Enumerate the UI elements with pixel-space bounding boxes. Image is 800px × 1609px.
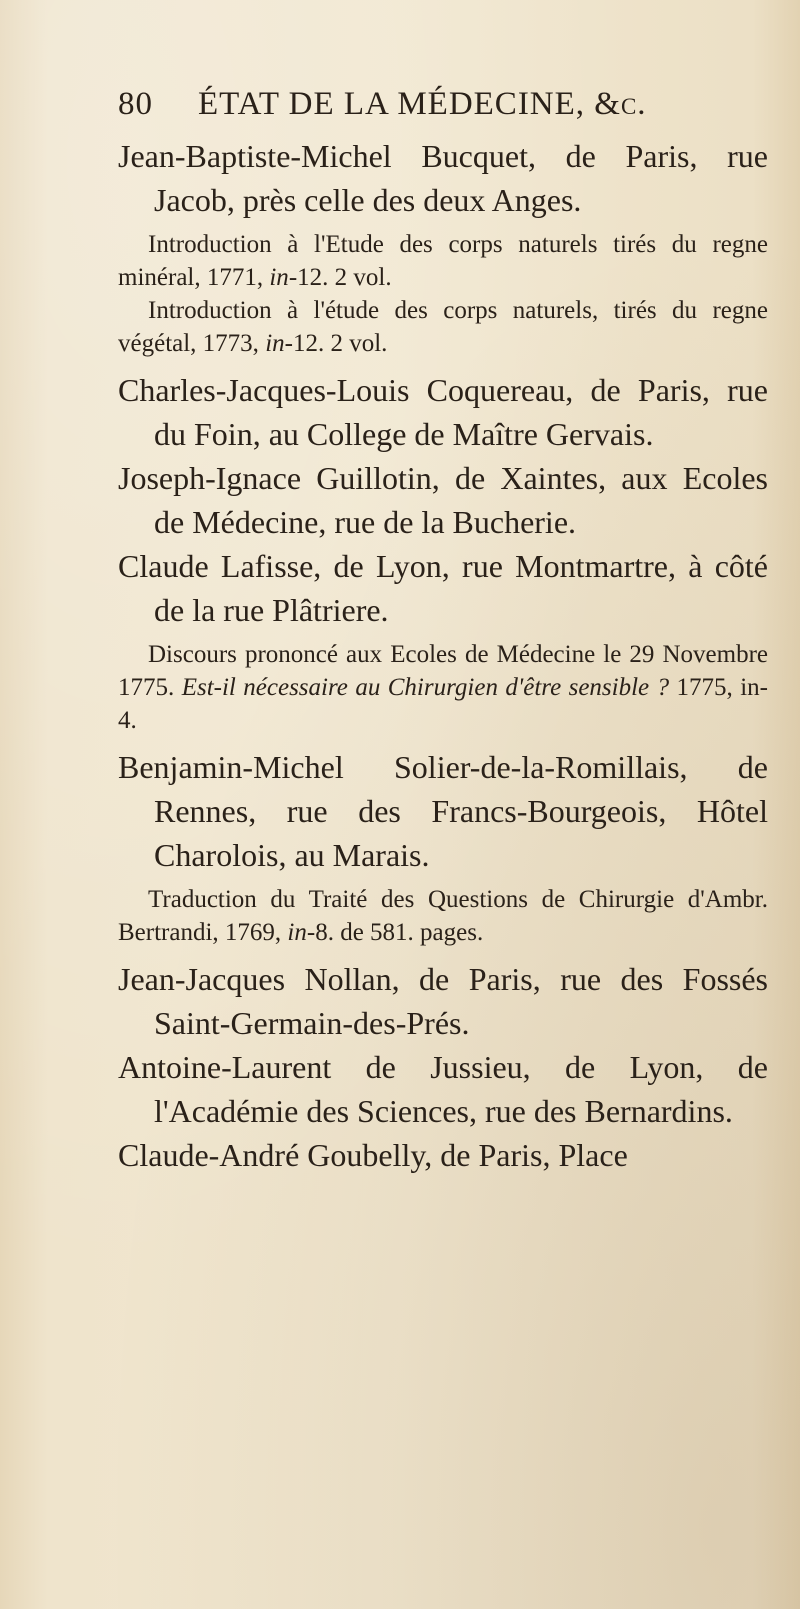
entry-name-jussieu: Antoine-Laurent de Jussieu, de Lyon, de l'Académie des Sciences, rue des Bernardins. (118, 1049, 768, 1129)
entry-name-goubelly: Claude-André Goubelly, de Paris, Place (118, 1137, 628, 1173)
entry-name-guillotin: Joseph-Ignace Guillotin, de Xaintes, aux Ecoles de Médecine, rue de la Bucherie. (118, 460, 768, 540)
work-entry (118, 883, 768, 949)
running-head (118, 86, 768, 134)
work-suffix: -12. 2 vol. (284, 330, 388, 357)
work-text: Traduction du Traité des Questions de Chirurgie d'Ambr. Bertrandi, 1769, (118, 886, 768, 946)
work-suffix: -8. de 581. pages. (306, 919, 484, 946)
work-text: Introduction à l'étude des corps naturels, tirés du regne végétal, 1773, (118, 297, 768, 357)
work-entry (118, 294, 768, 360)
entry-name-solier: Benjamin-Michel Solier-de-la-Romillais, de Rennes, rue des Francs-Bourgeois, Hôtel Charolois, au Marais. (118, 749, 768, 873)
work-italic: in (269, 264, 289, 291)
work-italic: in (287, 919, 307, 946)
work-text: Discours prononcé aux Ecoles de Médecine le 29 Novembre 1775. (118, 641, 768, 701)
work-entry (118, 638, 768, 737)
work-entry (118, 228, 768, 294)
running-title: ÉTAT DE LA MÉDECINE, &c. (198, 86, 647, 122)
entry-name-nollan: Jean-Jacques Nollan, de Paris, rue des Fossés Saint-Germain-des-Prés. (118, 961, 768, 1041)
work-italic: Est-il nécessaire au Chirurgien d'être sensible ? (181, 674, 670, 701)
work-text: Introduction à l'Etude des corps naturels tirés du regne minéral, 1771, (118, 231, 768, 291)
entry-name-lafisse: Claude Lafisse, de Lyon, rue Montmartre, à côté de la rue Plâtriere. (118, 548, 768, 628)
work-suffix: -12. 2 vol. (288, 264, 392, 291)
work-suffix: 1775, in-4. (118, 674, 768, 734)
work-italic: in (265, 330, 285, 357)
entry-name-bucquet: Jean-Baptiste-Michel Bucquet, de Paris, rue Jacob, près celle des deux Anges. (118, 138, 768, 218)
page-number: 80 (118, 86, 153, 122)
entry-name-coquereau: Charles-Jacques-Louis Coquereau, de Paris, rue du Foin, au College de Maître Gervais. (118, 372, 768, 452)
text-block (118, 86, 768, 1177)
